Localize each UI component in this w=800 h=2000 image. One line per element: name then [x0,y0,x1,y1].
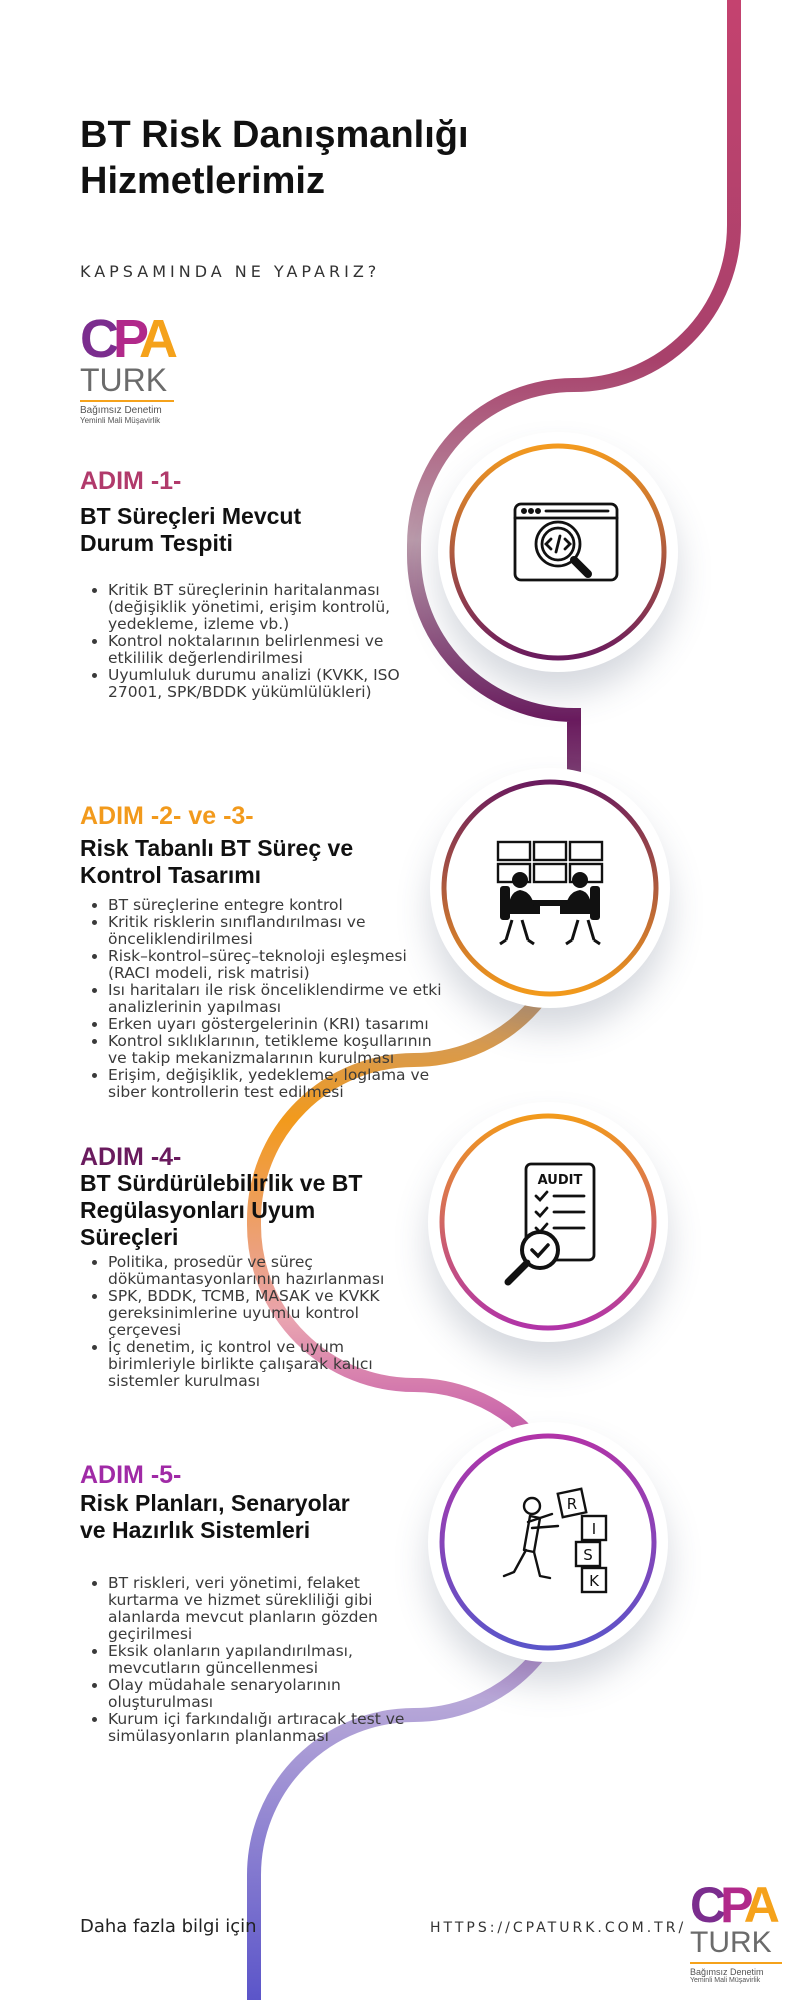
audit-checklist-icon [508,1164,594,1282]
step-2-3-icon-circle [430,768,670,1008]
step-1-heading: BT Süreçleri Mevcut Durum Tespiti [80,503,302,556]
page-title: BT Risk Danışmanlığı Hizmetlerimiz [80,114,469,202]
list-item: • Olay müdahale senaryolarının oluşturulması [108,1677,408,1711]
list-item: • Eksik olanların yapılandırılması, mevcutların güncellenmesi [108,1643,408,1677]
list-item: • Erişim, değişiklik, yedekleme, loglama ve siber kontrollerin test edilmesi [108,1067,448,1101]
list-item: • Risk–kontrol–süreç–teknoloji eşleşmesi (RACI modeli, risk matrisi) [108,948,448,982]
svg-text:R: R [566,1495,578,1513]
svg-text:I: I [591,1520,597,1538]
monitoring-room-icon [498,842,602,944]
list-item: • Kurum içi farkındalığı artıracak test ve simülasyonların planlanması [108,1711,408,1745]
step-1-bullets [80,582,408,701]
svg-text:AUDIT: AUDIT [537,1173,583,1188]
risk-blocks-icon [504,1489,606,1592]
list-item: • SPK, BDDK, TCMB, MASAK ve KVKK gereksinimlerine uyumlu kontrol çerçevesi [108,1288,418,1339]
list-item: • Kritik risklerin sınıflandırılması ve önceliklendirilmesi [108,914,448,948]
step-4-icon-circle [428,1102,668,1342]
step-5-icon-circle [428,1422,668,1662]
list-item: • İç denetim, iç kontrol ve uyum birimleriyle birlikte çalışarak kalıcı sistemler kurulması [108,1339,418,1390]
footer-info-text: Daha fazla bilgi için [80,1916,257,1937]
list-item: • Erken uyarı göstergelerinin (KRI) tasarımı [108,1016,448,1033]
step-4-heading: BT Sürdürülebilirlik ve BT Regülasyonları Uyum Süreçleri [80,1170,363,1250]
footer-logo: CPA TURK Bağımsız Denetim Yeminli Mali Müşavirlik [690,1880,800,1984]
list-item: • Kontrol sıklıklarının, tetikleme koşullarının ve takip mekanizmalarının kurulması [108,1033,448,1067]
step-4-label: ADIM -4- [80,1143,182,1171]
step-5-label: ADIM -5- [80,1461,182,1489]
website-link[interactable]: HTTPS://CPATURK.COM.TR/ [430,1920,687,1936]
step-5-bullets [80,1575,408,1745]
list-item: • BT riskleri, veri yönetimi, felaket kurtarma ve hizmet sürekliliği gibi alanlarda mevcut planların gözden geçirilmesi [108,1575,408,1643]
company-logo: CPA TURK Bağımsız Denetim Yeminli Mali Müşavirlik [80,309,173,425]
step-4-bullets [80,1254,418,1390]
step-1-icon-circle [438,432,678,672]
step-2-3-bullets [80,897,448,1101]
step-2-3-heading: Risk Tabanlı BT Süreç ve Kontrol Tasarımı [80,835,354,888]
step-5-heading: Risk Planları, Senaryolar ve Hazırlık Sistemleri [80,1490,350,1543]
list-item: • Kritik BT süreçlerinin haritalanması (değişiklik yönetimi, erişim kontrolü, yedekleme, izleme vb.) [108,582,408,633]
list-item: • Politika, prosedür ve süreç dökümantasyonlarının hazırlanması [108,1254,418,1288]
list-item: • Kontrol noktalarının belirlenmesi ve etkililik değerlendirilmesi [108,633,408,667]
svg-text:S: S [583,1546,593,1564]
list-item: • Uyumluluk durumu analizi (KVKK, ISO 27001, SPK/BDDK yükümlülükleri) [108,667,408,701]
step-1-label: ADIM -1- [80,467,182,495]
list-item: • BT süreçlerine entegre kontrol [108,897,448,914]
svg-text:K: K [589,1572,599,1590]
list-item: • Isı haritaları ile risk önceliklendirme ve etki analizlerinin yapılması [108,982,448,1016]
step-2-3-label: ADIM -2- ve -3- [80,802,254,830]
code-review-magnifier-icon [515,504,617,580]
subtitle: KAPSAMINDA NE YAPARIZ? [80,262,381,281]
